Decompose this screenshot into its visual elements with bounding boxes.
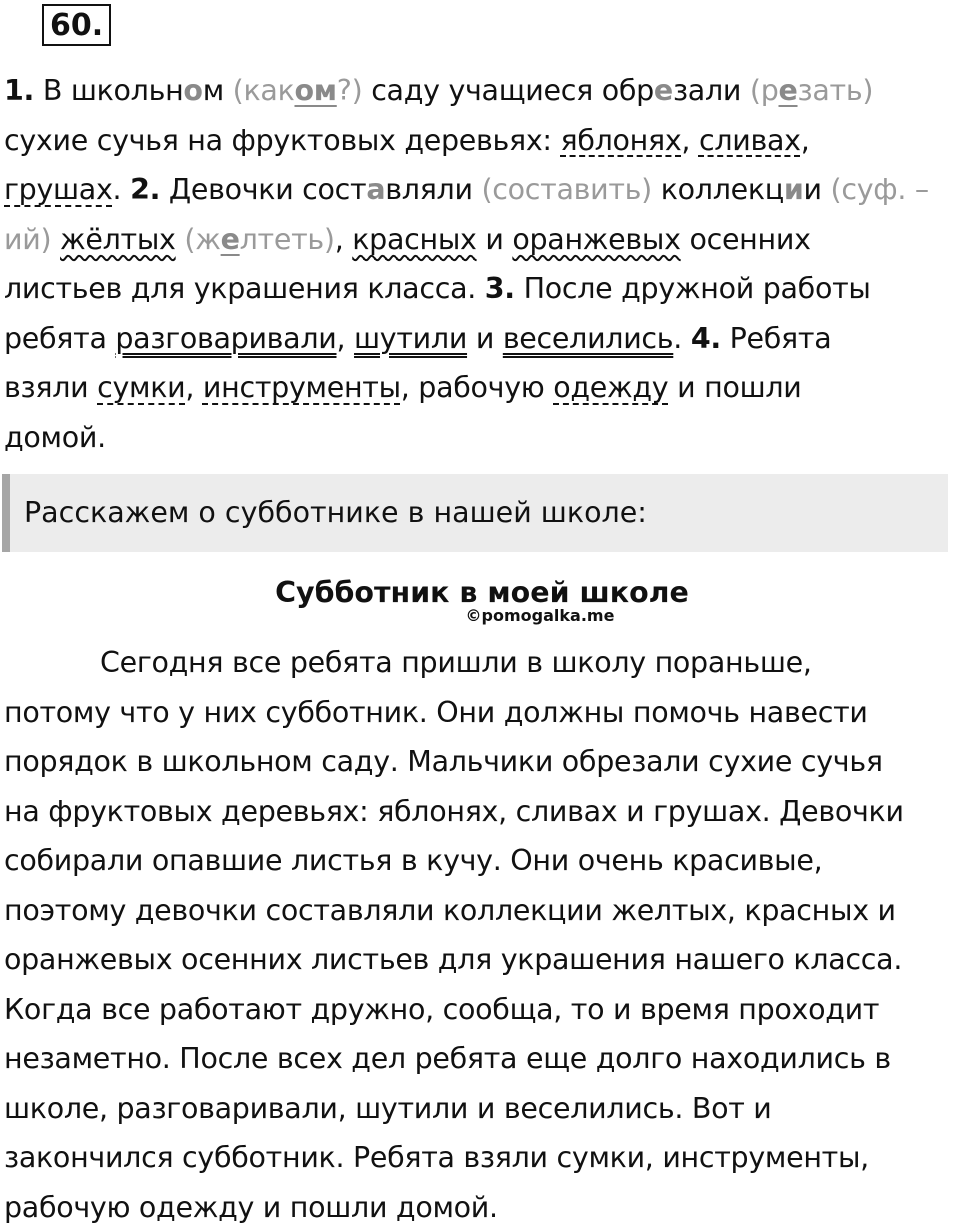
exercise-line-3: грушах. 2. Девочки составляли (составить) коллекции (суф. – [4,165,944,215]
story-line: потому что у них субботник. Они должны помочь навести [4,688,948,738]
text: ребята [4,322,107,355]
sentence-number: 4. [691,322,721,355]
text: саду учащиеся обр [371,74,654,107]
text: , рабочую [401,371,545,404]
text: м [203,74,224,107]
highlighted-letter: е [654,74,673,107]
highlighted-letter: о [183,74,202,107]
underlined-word: сумки [97,371,185,404]
sentence-number: 2. [130,173,160,206]
wavy-underlined-word: красных [352,223,476,256]
highlighted-letter: и [784,173,804,206]
text: листьев для украшения класса. [4,272,476,305]
text: и пошли [677,371,801,404]
text: В школьн [43,74,184,107]
story-title: Субботник в моей школе [0,574,960,612]
hint: ий) [4,223,51,256]
exercise-line-8 [4,413,944,463]
story-line: оранжевых осенних листьев для украшения нашего класса. [4,935,948,985]
exercise-line-4: ий) жёлтых (желтеть), красных и оранжевых осенних [4,215,944,265]
text: зали [673,74,741,107]
story-line: Сегодня все ребята пришли в школу пораньше, [4,638,948,688]
text: взяли [4,371,88,404]
wavy-underlined-word: оранжевых [512,223,680,256]
story-line: Когда все работают дружно, сообща, то и время проходит [4,985,948,1035]
exercise-line-2: сухие сучья на фруктовых деревьях: яблонях, сливах, [4,116,944,166]
text: вляли [385,173,472,206]
story-line: поэтому девочки составляли коллекции желтых, красных и [4,886,948,936]
story-line: школе, разговаривали, шутили и веселились. Вот и [4,1084,948,1134]
text: сухие сучья на фруктовых деревьях: [4,124,552,157]
hint: (суф. – [831,173,929,206]
text: осенних [689,223,810,256]
double-underlined-word: разговаривали [115,322,336,355]
text: Ребята [730,322,832,355]
text: и [804,173,822,206]
text: После дружной работы [524,272,871,305]
story-text [4,638,948,1232]
exercise-line-5 [4,264,944,314]
text: домой. [4,421,106,454]
exercise-line-1 [4,66,944,116]
exercise-line-6: ребята разговаривали, шутили и веселились. 4. Ребята [4,314,944,364]
text: Девочки сост [169,173,366,206]
story-line: порядок в школьном саду. Мальчики обрезали сухие сучья [4,737,948,787]
underlined-word: яблонях [561,124,682,157]
sentence-number: 3. [485,272,515,305]
wavy-underlined-word: жёлтых [60,223,176,256]
double-underlined-word: веселились [503,322,673,355]
exercise-line-7: взяли сумки, инструменты, рабочую одежду и пошли [4,363,944,413]
exercise-text [4,66,944,462]
underlined-word: одежду [553,371,668,404]
underlined-word: грушах [4,173,113,206]
underlined-word: сливах [699,124,801,157]
intro-callout: Расскажем о субботнике в нашей школе: [2,474,948,552]
hint: (составить) [481,173,652,206]
story-line: собирали опавшие листья в кучу. Они очень красивые, [4,836,948,886]
watermark: ©pomogalka.me [0,606,960,626]
underlined-word: инструменты [203,371,401,404]
story-line: рабочую одежду и пошли домой. [4,1183,948,1232]
sentence-number: 1. [4,74,34,107]
double-underlined-word: шутили [354,322,467,355]
text: коллекц [661,173,784,206]
story-line: закончился субботник. Ребята взяли сумки, инструменты, [4,1133,948,1183]
hint: (резать) [750,74,873,107]
highlighted-letter: а [366,173,385,206]
story-line: на фруктовых деревьях: яблонях, сливах и грушах. Девочки [4,787,948,837]
exercise-number: 60. [42,4,111,46]
hint: (желтеть) [184,223,334,256]
hint: (каком?) [233,74,363,107]
story-line: незаметно. После всех дел ребята еще долго находились в [4,1034,948,1084]
